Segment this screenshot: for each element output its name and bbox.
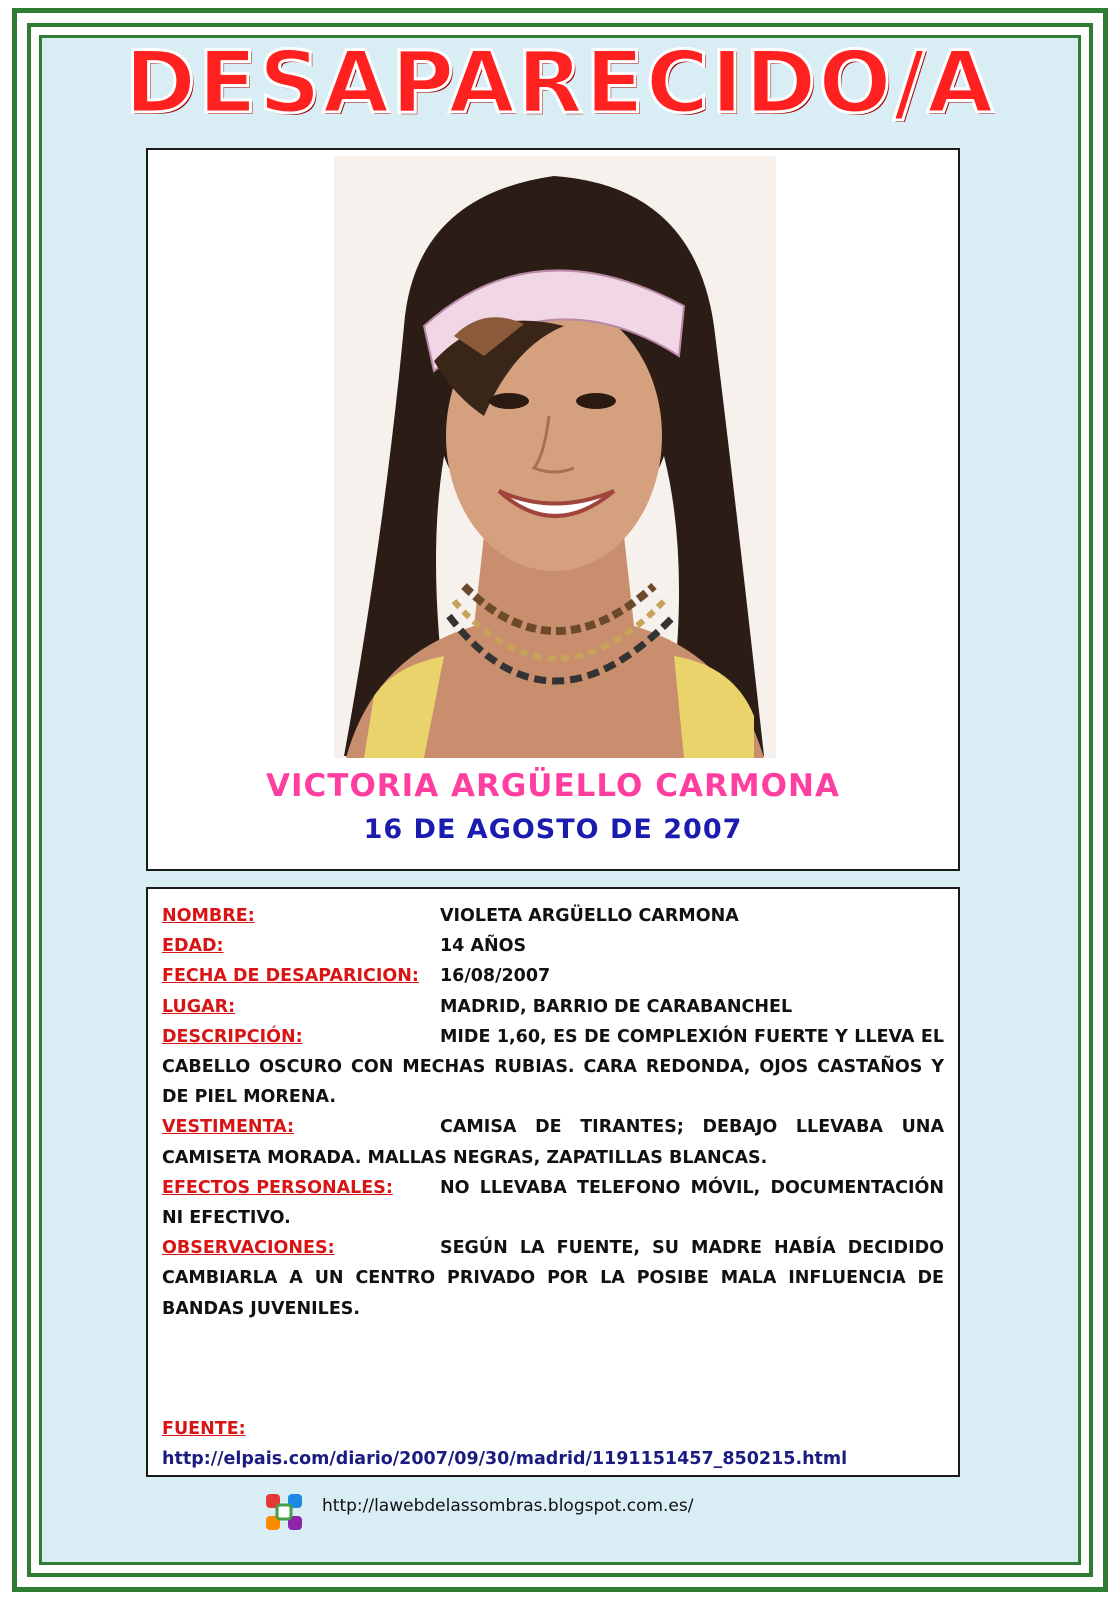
- detail-row-observaciones: [162, 1233, 944, 1324]
- source-row: [162, 1414, 944, 1444]
- detail-value: SEGÚN LA FUENTE, SU MADRE HABÍA DECIDIDO CAMBIARLA A UN CENTRO PRIVADO POR LA POSIBE MALA INFLUENCIA DE BANDAS JUVENILES.: [162, 1238, 944, 1319]
- detail-value: MIDE 1,60, ES DE COMPLEXIÓN FUERTE Y LLEVA EL CABELLO OSCURO CON MECHAS RUBIAS. CARA REDONDA, OJOS CASTAÑOS Y DE PIEL MORENA.: [162, 1026, 944, 1108]
- missing-date: 16 DE AGOSTO DE 2007: [363, 814, 743, 845]
- detail-label: EFECTOS PERSONALES:: [162, 1177, 393, 1198]
- footer: [262, 1490, 862, 1534]
- detail-row-descripcion: [162, 1022, 944, 1113]
- details-panel: [146, 887, 960, 1477]
- detail-label: DESCRIPCIÓN:: [162, 1026, 303, 1047]
- detail-row-lugar: [162, 992, 944, 1022]
- detail-row-edad: [162, 931, 944, 961]
- photo-panel: [146, 148, 960, 871]
- detail-label: LUGAR:: [162, 996, 236, 1017]
- headline: DESAPARECIDO/A: [124, 33, 996, 133]
- person-name: VICTORIA ARGÜELLO CARMONA: [266, 768, 840, 804]
- detail-label: VESTIMENTA:: [162, 1117, 295, 1138]
- detail-row-fecha: [162, 961, 944, 991]
- source-link[interactable]: http://elpais.com/diario/2007/09/30/madrid/1191151457_850215.html: [162, 1449, 848, 1470]
- colorful-square-logo-icon: [262, 1490, 306, 1534]
- missing-person-photo: [334, 156, 776, 758]
- detail-value: VIOLETA ARGÜELLO CARMONA: [440, 906, 739, 926]
- source-url-row: [162, 1444, 944, 1474]
- detail-value: CAMISA DE TIRANTES; DEBAJO LLEVABA UNA CAMISETA MORADA. MALLAS NEGRAS, ZAPATILLAS BLANCAS.: [162, 1117, 944, 1168]
- detail-value: NO LLEVABA TELEFONO MÓVIL, DOCUMENTACIÓN NI EFECTIVO.: [162, 1177, 944, 1229]
- source-label: FUENTE:: [162, 1418, 246, 1439]
- detail-row-nombre: [162, 901, 944, 931]
- detail-value: 16/08/2007: [440, 966, 551, 987]
- detail-label: EDAD:: [162, 936, 224, 957]
- detail-label: NOMBRE:: [162, 906, 255, 926]
- detail-label: OBSERVACIONES:: [162, 1238, 335, 1259]
- detail-value: MADRID, BARRIO DE CARABANCHEL: [440, 996, 793, 1017]
- detail-value: 14 AÑOS: [440, 936, 527, 957]
- detail-row-vestimenta: [162, 1112, 944, 1172]
- spacer: [162, 1324, 944, 1414]
- footer-blog-link[interactable]: http://lawebdelassombras.blogspot.com.es/: [322, 1496, 694, 1516]
- detail-label: FECHA DE DESAPARICION:: [162, 966, 419, 987]
- detail-row-efectos: [162, 1173, 944, 1233]
